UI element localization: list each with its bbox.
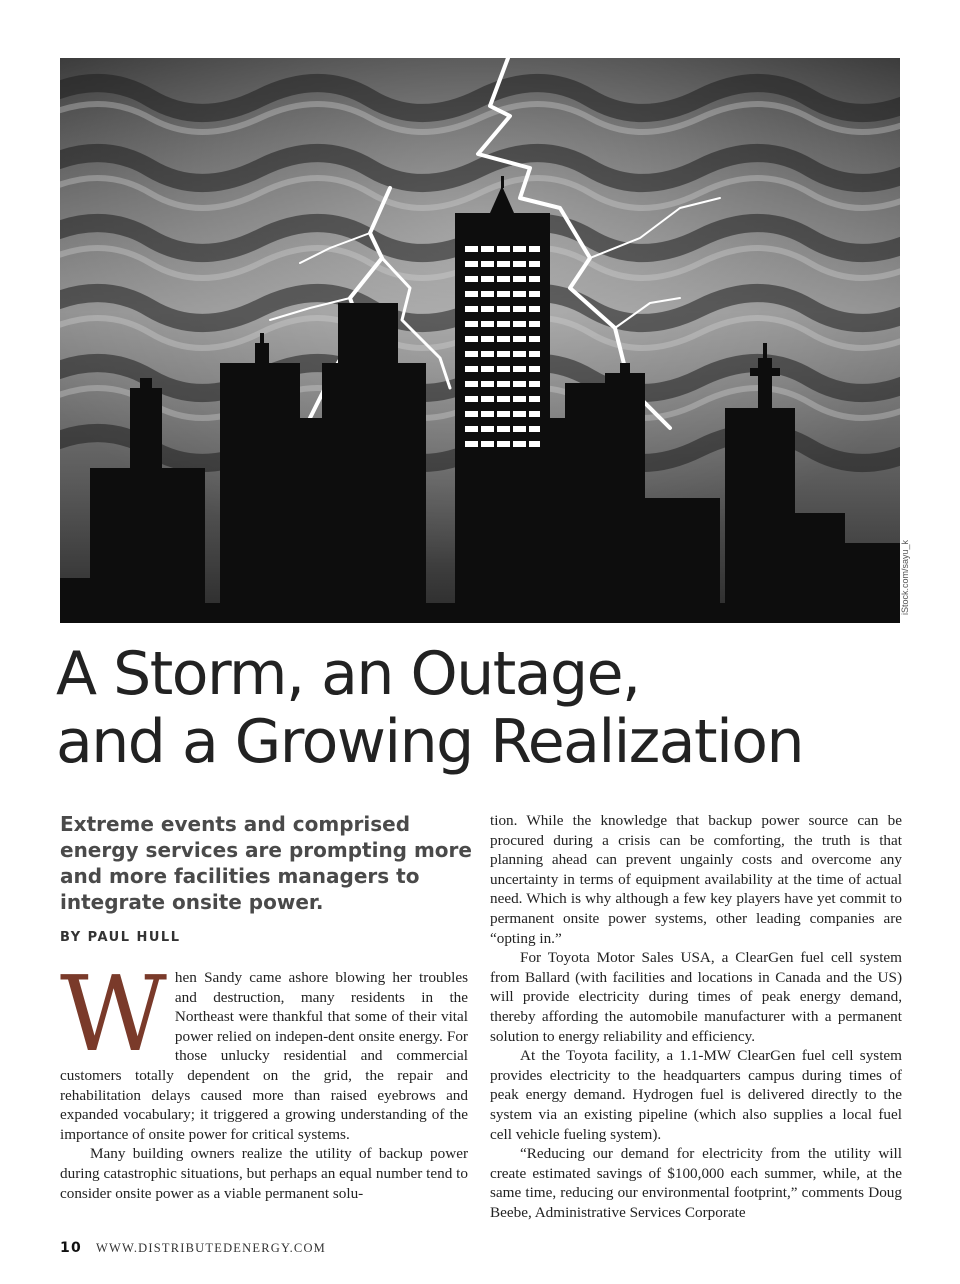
hero-photo <box>60 58 900 623</box>
article-dek: Extreme events and comprised energy services are prompting more and more facilities managers to integrate onsite power. <box>60 812 472 914</box>
photo-credit: iStock.com/sayu_k <box>900 540 910 616</box>
body-paragraph: For Toyota Motor Sales USA, a ClearGen fuel cell system from Ballard (with facilities and locations in Canada and the US) will provide electricity during times of peak energy demand, thereby affording the automobile manufacturer with a permanent solution to energy reliability and efficiency. <box>490 949 902 1045</box>
body-paragraph: Many building owners realize the utility of backup power during catastrophic situations, but perhaps an equal number tend to consider onsite power as a viable permanent solu- <box>60 1145 468 1202</box>
body-paragraph: At the Toyota facility, a 1.1-MW ClearGen fuel cell system provides electricity to the headquarters campus during times of peak energy demand. Hydrogen fuel is delivered directly to the system via an existing pipeline (which also supplies a local fuel cell vehicle fueling system). <box>490 1047 902 1143</box>
paragraph-text: hen Sandy came ashore blowing her troubles and destruction, many residents in the Northeast were thankful that some of their vital power relied on indepen-dent onsite energy. For those unlucky residential and commercial customers totally dependent on the grid, the repair and rehabilitation delays caused more than raised eyebrows and expanded vocabulary; it triggered a growing understanding of the importance of onsite power for critical systems. <box>60 969 468 1143</box>
headline-line-2: and a Growing Realization <box>56 707 803 777</box>
body-paragraph: “Reducing our demand for electricity from the utility will create estimated savings of $100,000 each summer, while, at the same time, reducing our environmental footprint,” comments Doug Beebe, Administrative Services Corporate <box>490 1145 902 1221</box>
body-paragraph: tion. While the knowledge that backup power source can be procured during a crisis can be comforting, the truth is that planning ahead can prevent ungainly costs and overcome any uncertainty in terms of equipment availability at the time of actual need. Which is why although a few key players have yet commit to permanent onsite power systems, other leading companies are “opting in.” <box>490 812 902 947</box>
body-column-left <box>60 953 468 1203</box>
page-number: 10 <box>60 1240 82 1256</box>
headline-line-1: A Storm, an Outage, <box>56 639 640 709</box>
body-column-right <box>490 811 902 1222</box>
byline: BY PAUL HULL <box>60 930 181 945</box>
page-footer <box>60 1240 326 1256</box>
drop-cap: W <box>60 953 167 1075</box>
body-paragraph <box>60 953 468 1144</box>
storm-skyline-illustration <box>60 58 900 623</box>
article-headline <box>56 640 936 776</box>
footer-url[interactable]: WWW.DISTRIBUTEDENERGY.COM <box>96 1241 326 1255</box>
